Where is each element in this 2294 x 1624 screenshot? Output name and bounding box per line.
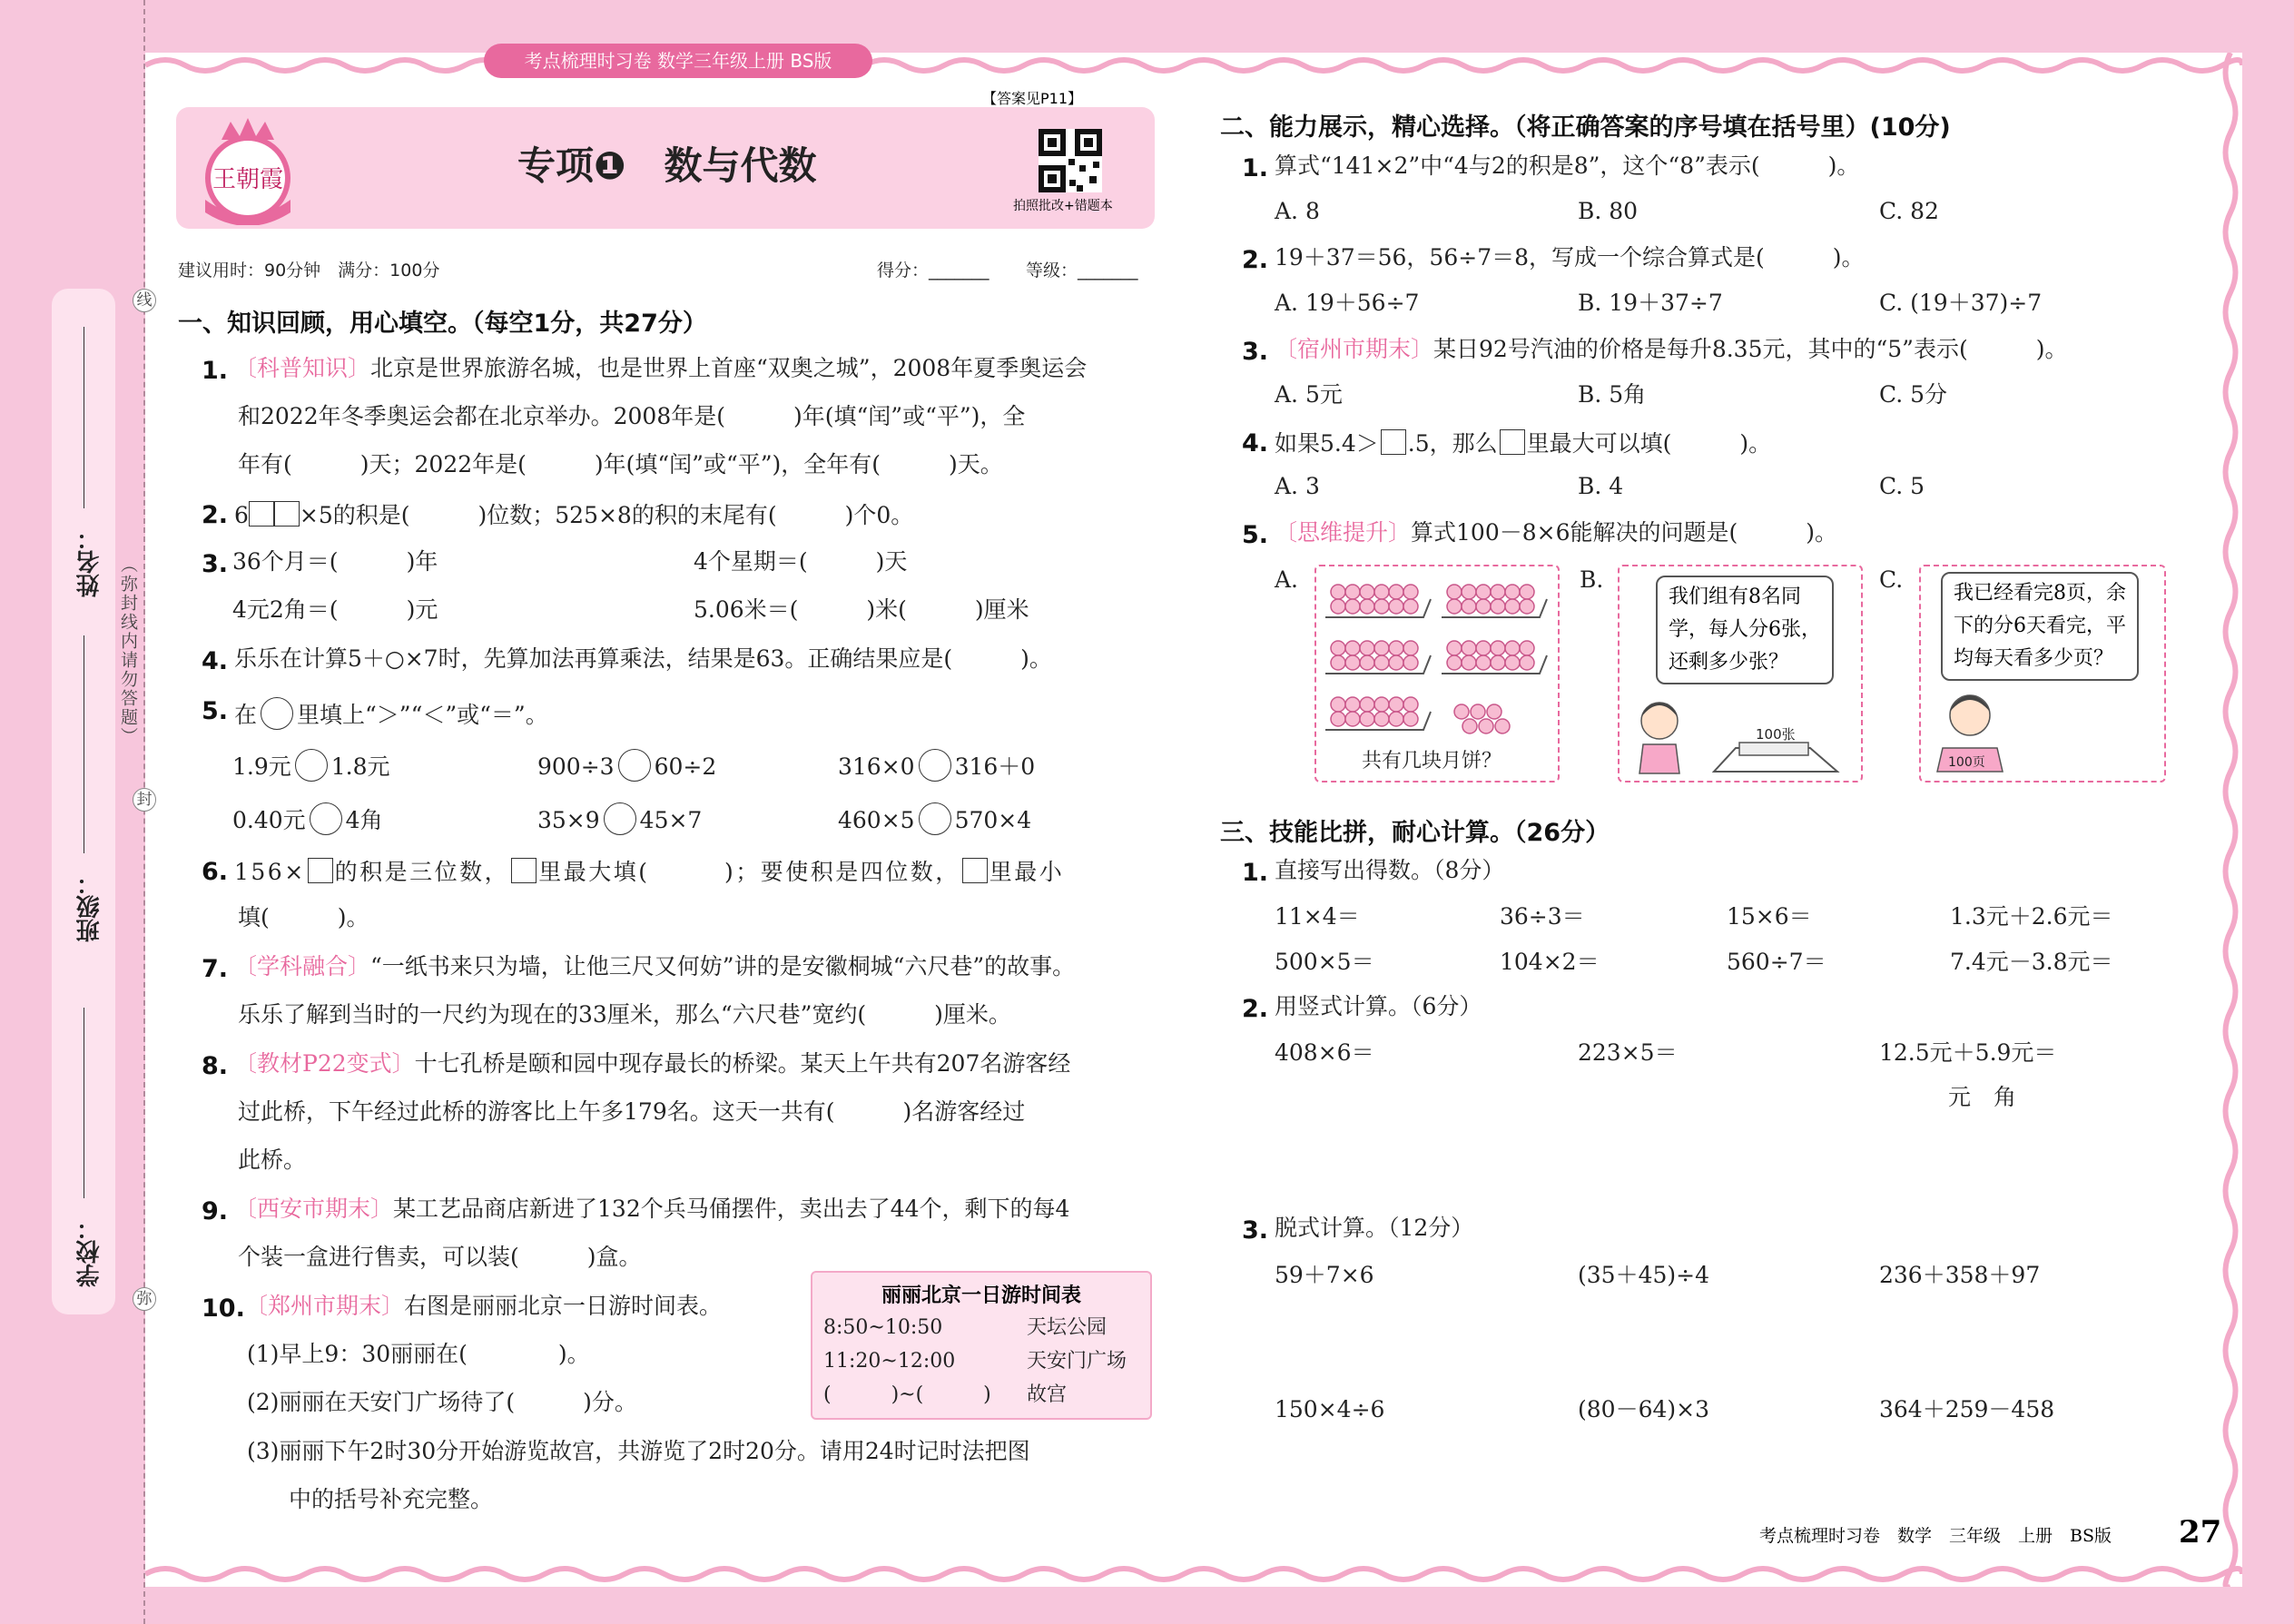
seal-char-mi: 弥 (133, 1287, 156, 1311)
blank-box (249, 501, 274, 527)
top-wave-border (145, 53, 2242, 76)
grade-field[interactable]: 等级：_______ (1026, 261, 1138, 281)
q4-number: 4. (202, 647, 229, 675)
s2-q1-option-c[interactable]: C. 82 (1879, 198, 1939, 224)
s2-q3-option-a[interactable]: A. 5元 (1275, 381, 1343, 408)
compare-circle (295, 749, 328, 782)
q8-line-1: 〔教材P22变式〕十七孔桥是颐和园中现存最长的桥梁。某天上午共有207名游客经 (234, 1050, 1071, 1077)
q10-sub-3-line-2: 中的括号补充完整。 (289, 1486, 494, 1512)
q9-line-2: 个装一盒进行售卖，可以装( )盒。 (238, 1244, 642, 1270)
q5-r1-c1: 1.9元 1.8元 (232, 749, 390, 782)
boy-reading-book-icon (1925, 684, 2052, 777)
q3-item-b: 4个星期＝( )天 (694, 548, 908, 575)
q5-r1-c2: 900÷3 60÷2 (537, 749, 716, 782)
s2-q2-text: 19＋37＝56，56÷7＝8，写成一个综合算式是( )。 (1275, 244, 1865, 271)
q7-line-1: 〔学科融合〕“一纸书来只为墙，让他三尺又何妨”讲的是安徽桐城“六尺巷”的故事。 (234, 953, 1076, 979)
s2-q2-option-b[interactable]: B. 19＋37÷7 (1578, 290, 1723, 316)
q1-line-3: 年有( )天；2022年是( )年(填“闰”或“平”)，全年有( )天。 (238, 451, 1003, 477)
q5-r2-c1: 0.40元 4角 (232, 802, 383, 835)
q3-item-d: 5.06米＝( )米( )厘米 (694, 596, 1029, 623)
q9-tag: 〔西安市期末〕 (234, 1196, 394, 1222)
s3-p2-number: 2. (1242, 995, 1269, 1023)
q1-number: 1. (202, 357, 229, 385)
s3-p1-r2-c3: 560÷7＝ (1727, 949, 1826, 975)
q10-number: 10. (202, 1294, 245, 1323)
mooncake-picture[interactable] (1314, 565, 1560, 782)
blank-box (308, 858, 333, 883)
section-2-heading: 二、能力展示，精心选择。（将正确答案的序号填在括号里）(10分) (1220, 113, 1951, 142)
q5-r2-c3: 460×5 570×4 (838, 802, 1031, 835)
s2-q2-option-a[interactable]: A. 19＋56÷7 (1275, 290, 1420, 316)
logo-text: 王朝霞 (212, 166, 284, 193)
q8-number: 8. (202, 1052, 229, 1080)
qr-caption: 拍照批改+错题本 (1013, 199, 1113, 213)
q2-text: 6 ×5的积是( )位数；525×8的积的末尾有( )个0。 (234, 502, 914, 528)
blank-box (1500, 429, 1525, 455)
q3-item-c: 4元2角＝( )元 (232, 596, 438, 623)
book-label: 100页 (1948, 755, 1985, 770)
publisher-logo (192, 113, 303, 225)
s2-q3-number: 3. (1242, 338, 1269, 366)
s3-p2-item-3: 12.5元＋5.9元＝ (1879, 1039, 2057, 1066)
q3-item-a: 36个月＝( )年 (232, 548, 438, 575)
seal-char-seal: 封 (133, 788, 156, 812)
book-reading-picture[interactable] (1919, 565, 2166, 782)
q10-sub-3-line-1: (3)丽丽下午2时30分开始游览故宫，共游览了2时20分。请用24时记时法把图 (247, 1438, 1030, 1464)
score-field[interactable]: 得分：_______ (877, 261, 989, 281)
s2-q3-option-c[interactable]: C. 5分 (1879, 381, 1948, 408)
q6-line-1: 156× 的积是三位数， 里最大填( )；要使积是四位数， 里最小 (234, 859, 1065, 885)
compare-circle (604, 802, 636, 835)
itinerary-place-3: 故宫 (1027, 1383, 1068, 1406)
s2-q2-option-c[interactable]: C. (19＋37)÷7 (1879, 290, 2043, 316)
s3-p3-r2-c3: 364＋259－458 (1879, 1396, 2055, 1422)
blank-box (1381, 429, 1406, 455)
s3-p2-item-2: 223×5＝ (1578, 1039, 1678, 1066)
q7-line-2: 乐乐了解到当时的一尺约为现在的33厘米，那么“六尺巷”宽约( )厘米。 (238, 1001, 1011, 1028)
s3-p1-number: 1. (1242, 859, 1269, 887)
qr-code-icon[interactable] (1039, 129, 1102, 192)
q6-line-2: 填( )。 (238, 904, 369, 930)
seal-char-line: 线 (133, 289, 156, 312)
s3-p3-r2-c1: 150×4÷6 (1275, 1396, 1385, 1422)
compare-circle (919, 802, 951, 835)
paper-stack-label: 100张 (1756, 726, 1796, 743)
s2-q5-tag: 〔思维提升〕 (1275, 519, 1412, 546)
s2-q5-number: 5. (1242, 521, 1269, 549)
compare-circle (310, 802, 342, 835)
compare-circle (919, 749, 951, 782)
bottom-wave-border (145, 1563, 2242, 1587)
s3-p1-text: 直接写出得数。（8分） (1275, 857, 1505, 883)
s3-p1-r2-c4: 7.4元－3.8元＝ (1950, 949, 2113, 975)
itinerary-time-1: 8:50~10:50 (823, 1316, 943, 1339)
name-label: 姓名： (76, 527, 103, 597)
itinerary-place-1: 天坛公园 (1027, 1316, 1108, 1339)
q10-sub-1: (1)早上9：30丽丽在( )。 (247, 1341, 590, 1367)
q4-text: 乐乐在计算5＋○×7时，先算加法再算乘法，结果是63。正确结果应是( )。 (234, 645, 1052, 672)
q8-line-2: 过此桥，下午经过此桥的游客比上午多179名。这天一共有( )名游客经过 (238, 1098, 1026, 1125)
q5-r2-c2: 35×9 45×7 (537, 802, 702, 835)
s3-p1-r1-c4: 1.3元＋2.6元＝ (1950, 903, 2113, 930)
blank-box (962, 858, 988, 883)
answer-reference: 【答案见P11】 (982, 90, 1083, 107)
s2-q3-text: 〔宿州市期末〕某日92号汽油的价格是每升8.35元，其中的“5”表示( )。 (1275, 336, 2068, 362)
page-number: 27 (2179, 1514, 2222, 1550)
seal-warning-note: （弥封线内请勿答题） (118, 556, 138, 746)
q7-tag: 〔学科融合〕 (234, 953, 371, 979)
speech-bubble-b: 我们组有8名同 学，每人分6张， 还剩多少张？ (1656, 576, 1834, 684)
q9-line-1: 〔西安市期末〕某工艺品商店新进了132个兵马俑摆件，卖出去了44个，剩下的每4 (234, 1196, 1070, 1222)
q7-number: 7. (202, 955, 229, 983)
blank-box (511, 858, 537, 883)
compare-circle (618, 749, 651, 782)
itinerary-title: 丽丽北京一日游时间表 (881, 1284, 1081, 1307)
s2-q5-text: 〔思维提升〕算式100－8×6能解决的问题是( )。 (1275, 519, 1837, 546)
s2-q1-option-b[interactable]: B. 80 (1578, 198, 1639, 224)
s2-q5-option-a-label[interactable]: A. (1275, 566, 1299, 593)
itinerary-time-3: ( )~( ) (823, 1383, 991, 1406)
itinerary-place-2: 天安门广场 (1027, 1350, 1127, 1373)
q5-number: 5. (202, 697, 229, 725)
s2-q2-number: 2. (1242, 246, 1269, 274)
q10-text: 〔郑州市期末〕右图是丽丽北京一日游时间表。 (245, 1293, 723, 1319)
right-wave-border (2219, 53, 2242, 1587)
s3-p3-r1-c1: 59＋7×6 (1275, 1262, 1374, 1288)
q5-text: 在 里填上“＞”“＜”或“＝”。 (234, 697, 548, 730)
q9-number: 9. (202, 1197, 229, 1225)
s3-p2-unit: 元 角 (1948, 1084, 2017, 1110)
s2-q1-option-a[interactable]: A. 8 (1275, 198, 1320, 224)
q6-number: 6. (202, 858, 229, 886)
s3-p3-text: 脱式计算。（12分） (1275, 1215, 1474, 1241)
s2-q3-tag: 〔宿州市期末〕 (1275, 336, 1434, 362)
q1-line-2: 和2022年冬季奥运会都在北京举办。2008年是( )年(填“闰”或“平”)，全 (238, 403, 1026, 429)
s2-q5-option-b-label[interactable]: B. (1580, 566, 1604, 593)
speech-bubble-c: 我已经看完8页，余 下的分6天看完，平 均每天看多少页？ (1941, 572, 2139, 681)
mooncake-trays-icon (1316, 566, 1558, 748)
blank-box (274, 501, 300, 527)
s3-p1-r1-c1: 11×4＝ (1275, 903, 1360, 930)
s2-q4-text: 如果5.4＞ .5，那么 里最大可以填( )。 (1275, 430, 1772, 457)
mooncake-caption: 共有几块月饼？ (1362, 750, 1502, 773)
s3-p3-r2-c2: (80－64)×3 (1578, 1396, 1709, 1422)
itinerary-time-2: 11:20~12:00 (823, 1350, 956, 1373)
s2-q4-option-b[interactable]: B. 4 (1578, 473, 1624, 499)
q1-line-1: 〔科普知识〕北京是世界旅游名城，也是世界上首座“双奥之城”，2008年夏季奥运会 (234, 355, 1088, 381)
s3-p3-number: 3. (1242, 1216, 1269, 1245)
q8-tag: 〔教材P22变式〕 (234, 1050, 415, 1077)
s2-q5-option-c-label[interactable]: C. (1879, 566, 1904, 593)
paper-sharing-picture[interactable] (1618, 565, 1863, 782)
section-3-heading: 三、技能比拼，耐心计算。（26分） (1220, 819, 1610, 847)
section-1-heading: 一、知识回顾，用心填空。（每空1分，共27分） (178, 310, 707, 338)
s2-q4-option-a[interactable]: A. 3 (1275, 473, 1320, 499)
s3-p2-text: 用竖式计算。（6分） (1275, 993, 1482, 1019)
s2-q4-number: 4. (1242, 429, 1269, 458)
s3-p3-r1-c2: (35＋45)÷4 (1578, 1262, 1709, 1288)
time-and-score-info: 建议用时：90分钟 满分：100分 (178, 261, 440, 281)
q10-sub-2: (2)丽丽在天安门广场待了( )分。 (247, 1389, 637, 1415)
q10-tag: 〔郑州市期末〕 (245, 1293, 405, 1319)
s3-p1-r2-c1: 500×5＝ (1275, 949, 1374, 975)
page-footer: 考点梳理时习卷 数学 三年级 上册 BS版 (1759, 1526, 2112, 1546)
q1-tag: 〔科普知识〕 (234, 355, 371, 381)
q3-number: 3. (202, 550, 229, 578)
s3-p1-r1-c3: 15×6＝ (1727, 903, 1812, 930)
page-title: 专项❶ 数与代数 (517, 143, 817, 188)
q5-r1-c3: 316×0 316＋0 (838, 749, 1035, 782)
s3-p1-r1-c2: 36÷3＝ (1500, 903, 1585, 930)
seal-dashed-line (143, 0, 145, 1624)
s3-p2-item-1: 408×6＝ (1275, 1039, 1374, 1066)
series-banner: 考点梳理时习卷 数学三年级上册 BS版 (484, 44, 872, 78)
s3-p1-r2-c2: 104×2＝ (1500, 949, 1600, 975)
blank-circle (261, 697, 293, 730)
school-label: 学校： (76, 1216, 103, 1287)
q2-number: 2. (202, 501, 229, 529)
class-label: 班级： (76, 871, 103, 942)
s2-q3-option-b[interactable]: B. 5角 (1578, 381, 1647, 408)
q8-line-3: 此桥。 (238, 1147, 307, 1173)
girl-with-paper-icon (1623, 690, 1856, 777)
s3-p3-r1-c3: 236＋358＋97 (1879, 1262, 2041, 1288)
beijing-itinerary-table (811, 1271, 1152, 1420)
s2-q1-number: 1. (1242, 154, 1269, 182)
s2-q4-option-c[interactable]: C. 5 (1879, 473, 1925, 499)
s2-q1-text: 算式“141×2”中“4与2的积是8”，这个“8”表示( )。 (1275, 153, 1860, 179)
